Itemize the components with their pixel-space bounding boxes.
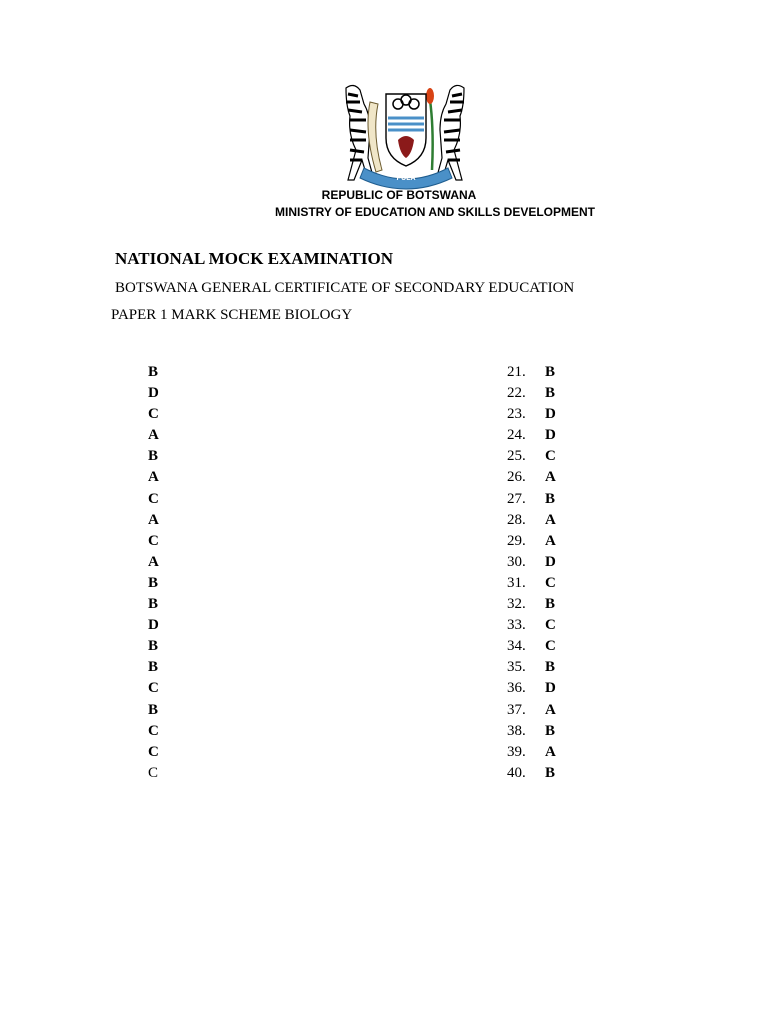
answer-row [148, 404, 159, 425]
question-number: 33. [507, 617, 526, 634]
answer-row [148, 636, 159, 657]
answer-letter: A [545, 532, 556, 549]
question-number: 26. [507, 469, 526, 486]
answer-row [507, 404, 556, 425]
exam-title: NATIONAL MOCK EXAMINATION [115, 249, 393, 268]
question-number: 38. [507, 722, 526, 739]
answer-row [148, 425, 159, 446]
question-number: 37. [507, 701, 526, 718]
question-number: 21. [507, 364, 526, 380]
answer-letter: B [148, 638, 159, 655]
answer-row [507, 383, 556, 404]
sorghum-stalk [430, 100, 433, 170]
answer-row [507, 721, 556, 742]
answer-letter: A [545, 511, 556, 528]
answer-letter: C [545, 638, 556, 655]
answer-row [507, 763, 556, 784]
question-number: 39. [507, 743, 526, 760]
country-name: REPUBLIC OF BOTSWANA [321, 188, 477, 202]
answer-letter: C [148, 680, 159, 697]
answer-row [507, 446, 556, 467]
motto-text: PULA [396, 175, 416, 182]
answer-row [148, 467, 159, 488]
question-number: 40. [507, 764, 526, 781]
answer-letter: B [148, 701, 159, 718]
question-number: 25. [507, 448, 526, 465]
answer-letter: A [545, 743, 556, 760]
answer-letter: D [545, 680, 556, 697]
answer-row [148, 383, 159, 404]
answer-letter: A [148, 511, 159, 528]
answer-row [148, 763, 159, 784]
answer-letter: D [545, 427, 556, 444]
answer-letter: C [148, 532, 159, 549]
answer-letter: B [148, 596, 159, 613]
question-number: 35. [507, 659, 526, 676]
answer-letter: B [545, 385, 556, 402]
question-number: 29. [507, 532, 526, 549]
answer-row [148, 573, 159, 594]
answer-letter: B [148, 659, 159, 676]
answer-letter: C [148, 722, 159, 739]
answer-row [507, 742, 556, 763]
answer-row [507, 615, 556, 636]
answer-letter: A [545, 469, 556, 486]
question-number: 28. [507, 511, 526, 528]
answers-left-column [148, 362, 159, 784]
answer-letter: B [545, 596, 556, 613]
question-number: 30. [507, 553, 526, 570]
answer-row [507, 467, 556, 488]
answer-letter: B [148, 364, 159, 380]
question-number: 27. [507, 490, 526, 507]
answer-row [507, 425, 556, 446]
question-number: 32. [507, 596, 526, 613]
question-number: 24. [507, 427, 526, 444]
answer-letter: A [148, 427, 159, 444]
ministry-name: MINISTRY OF EDUCATION AND SKILLS DEVELOPMENT [274, 205, 596, 219]
answer-row [507, 678, 556, 699]
answer-letter: D [545, 406, 556, 423]
answer-letter: A [148, 469, 159, 486]
answer-row [148, 700, 159, 721]
right-zebra [436, 85, 464, 180]
answer-row [507, 531, 556, 552]
answer-row [148, 678, 159, 699]
question-number: 36. [507, 680, 526, 697]
answer-letter: C [545, 574, 556, 591]
answer-letter: D [148, 617, 159, 634]
answer-row [148, 615, 159, 636]
answer-letter: C [545, 617, 556, 634]
answer-row [507, 700, 556, 721]
question-number: 31. [507, 574, 526, 591]
answer-letter: D [545, 553, 556, 570]
answer-row [507, 552, 556, 573]
answer-letter: C [545, 448, 556, 465]
answer-letter: B [148, 448, 159, 465]
answer-row [507, 489, 556, 510]
answer-row [507, 573, 556, 594]
answer-row [148, 510, 159, 531]
answer-letter: C [148, 743, 159, 760]
botswana-coat-of-arms-icon [328, 80, 482, 192]
answer-row [507, 636, 556, 657]
answer-letter: B [148, 574, 159, 591]
answer-letter: C [148, 764, 159, 781]
answer-letter: D [148, 385, 159, 402]
answer-row [148, 552, 159, 573]
answer-row [148, 657, 159, 678]
answer-row [148, 362, 159, 383]
answer-row [148, 531, 159, 552]
answer-row [507, 657, 556, 678]
question-number: 22. [507, 385, 526, 402]
answer-letter: B [545, 722, 556, 739]
answer-letter: C [148, 406, 159, 423]
answer-row [148, 742, 159, 763]
answer-letter: A [545, 701, 556, 718]
answer-row [507, 510, 556, 531]
question-number: 34. [507, 638, 526, 655]
answer-letter: B [545, 490, 556, 507]
answers-right-column [507, 362, 556, 784]
answer-letter: A [148, 553, 159, 570]
answer-row [507, 362, 556, 383]
answer-row [148, 489, 159, 510]
answer-row [507, 594, 556, 615]
answer-row [148, 721, 159, 742]
question-number: 23. [507, 406, 526, 423]
answer-row [148, 594, 159, 615]
paper-title: PAPER 1 MARK SCHEME BIOLOGY [111, 307, 353, 323]
certificate-name: BOTSWANA GENERAL CERTIFICATE OF SECONDARY EDUCATION [115, 280, 575, 296]
answer-row [148, 446, 159, 467]
answer-letter: B [545, 659, 556, 676]
shield [386, 94, 426, 166]
elephant-tusk [368, 102, 382, 172]
answer-letter: B [545, 364, 556, 380]
answer-letter: B [545, 764, 556, 781]
answer-letter: C [148, 490, 159, 507]
